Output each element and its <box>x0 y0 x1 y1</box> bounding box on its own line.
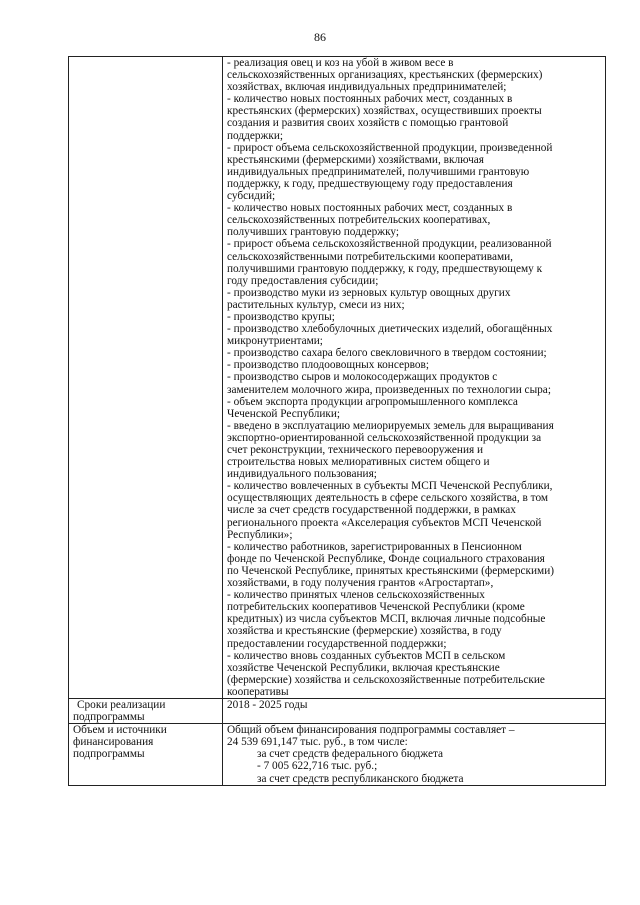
indicator-line: сельскохозяйственными потребительскими кооперативами, <box>227 250 513 263</box>
indicator-line: получивших грантовую поддержку; <box>227 226 400 239</box>
funding-label-line: подпрограммы <box>73 748 145 761</box>
indicator-line: Республики»; <box>227 528 293 541</box>
indicator-line: - производство сахара белого свекловичного в твердом состоянии; <box>227 347 547 360</box>
indicator-line: индивидуального пользования; <box>227 468 377 481</box>
indicator-line: году предоставления субсидии; <box>227 274 379 287</box>
indicators-label-cell <box>69 57 223 699</box>
indicator-line: фонде по Чеченской Республике, Фонде социального страхования <box>227 552 545 565</box>
indicators-cell <box>223 57 606 699</box>
indicator-line: - прирост объема сельскохозяйственной продукции, произведенной <box>227 141 553 154</box>
indicator-line: кредитных) из числа субъектов МСП, включая личные подсобные <box>227 613 546 626</box>
indicator-line: экспортно-ориентированной сельскохозяйственной продукции за <box>227 431 542 444</box>
indicator-line: создания и развития своих хозяйств с помощью грантовой <box>227 117 509 130</box>
indicator-line: поддержку, к году, предшествующему году предоставления <box>227 177 513 190</box>
indicator-line: поддержки; <box>227 129 284 142</box>
terms-value-cell <box>223 698 606 723</box>
indicator-line: сельскохозяйственных организациях, крестьянских (фермерских) <box>227 69 543 82</box>
funding-label-line: Объем и источники <box>73 724 167 737</box>
indicator-line: - производство сыров и молокосодержащих продуктов с <box>227 371 498 384</box>
indicator-line: индивидуальных предпринимателей, получившими грантовую <box>227 165 530 178</box>
indicator-line: предоставлении государственной поддержки; <box>227 637 447 650</box>
terms-row <box>69 698 606 723</box>
indicator-line: крестьянских (фермерских) хозяйствах, осуществивших проекты <box>227 105 542 118</box>
indicator-line: - производство крупы; <box>227 310 335 323</box>
funding-label-cell <box>69 724 223 785</box>
indicator-line: - производство плодоовощных консервов; <box>227 359 430 372</box>
funding-row <box>69 724 606 785</box>
indicator-line: - производство муки из зерновых культур овощных других <box>227 286 511 299</box>
indicator-line: счет реконструкции, технического перевооружения и <box>227 444 484 456</box>
funding-line: 24 539 691,147 тыс. руб., в том числе: <box>227 736 408 749</box>
indicator-line: - количество вовлеченных в субъекты МСП Чеченской Республики, <box>227 480 553 493</box>
indicator-line: осуществляющих деятельность в сфере сельского хозяйства, в том <box>227 492 549 505</box>
funding-label-line: финансирования <box>73 736 154 749</box>
indicator-line: - количество принятых членов сельскохозяйственных <box>227 589 485 602</box>
indicator-line: - производство хлебобулочных диетических изделий, обогащённых <box>227 323 553 336</box>
indicator-line: заменителем молочного жира, произведенных по технологии сыра; <box>227 383 551 396</box>
indicator-line: - реализация овец и коз на убой в живом весе в <box>227 57 454 69</box>
funding-line: Общий объем финансирования подпрограммы составляет – <box>227 724 515 737</box>
indicator-line: - количество вновь созданных субъектов МСП в сельском <box>227 649 506 662</box>
indicator-line: кооперативы <box>227 685 289 698</box>
indicator-line: - введено в эксплуатацию мелиорируемых земель для выращивания <box>227 419 554 432</box>
terms-label-cell <box>69 698 223 723</box>
subprogram-passport-table <box>68 56 606 786</box>
funding-value-cell <box>223 724 606 785</box>
indicator-line: хозяйствами, в году получения грантов «Агростартап», <box>227 577 494 590</box>
indicator-line: крестьянскими (фермерскими) хозяйствами, включая <box>227 153 484 166</box>
funding-line: за счет средств федерального бюджета <box>257 748 444 761</box>
indicator-line: - количество новых постоянных рабочих мест, созданных в <box>227 93 513 106</box>
indicators-row <box>69 57 606 699</box>
indicator-line: субсидий; <box>227 190 276 203</box>
indicator-line: - объем экспорта продукции агропромышленного комплекса <box>227 395 518 408</box>
indicator-line: строительства новых мелиоративных систем общего и <box>227 456 490 469</box>
terms-value: 2018 - 2025 годы <box>227 698 308 711</box>
indicator-line: хозяйства и крестьянские (фермерские) хозяйства, в году <box>227 625 502 638</box>
indicator-line: (фермерские) хозяйства и сельскохозяйственные потребительские <box>227 673 545 686</box>
indicator-line: по Чеченской Республике, принятых крестьянскими (фермерскими) <box>227 564 555 577</box>
funding-line: за счет средств республиканского бюджета <box>257 772 464 785</box>
indicator-line: потребительских кооперативов Чеченской Республики (кроме <box>227 601 525 614</box>
page-number: 86 <box>314 30 326 44</box>
indicator-line: - прирост объема сельскохозяйственной продукции, реализованной <box>227 238 552 251</box>
terms-label-line: Сроки реализации <box>77 698 166 711</box>
indicator-line: хозяйстве Чеченской Республики, включая крестьянские <box>227 661 500 674</box>
indicator-line: числе за счет средств государственной поддержки, в рамках <box>227 504 516 517</box>
indicator-line: - количество новых постоянных рабочих мест, созданных в <box>227 202 513 215</box>
indicator-line: сельскохозяйственных потребительских кооперативах, <box>227 214 491 227</box>
terms-label-line: подпрограммы <box>73 711 145 724</box>
indicator-line: растительных культур, смеси из них; <box>227 298 405 311</box>
indicator-line: регионального проекта «Акселерация субъектов МСП Чеченской <box>227 516 542 529</box>
indicator-line: хозяйствах, включая индивидуальных предпринимателей; <box>227 81 507 94</box>
indicator-line: получившими грантовую поддержку, к году, предшествующему к <box>227 262 543 275</box>
indicator-line: микронутриентами; <box>227 335 323 348</box>
indicator-line: - количество работников, зарегистрированных в Пенсионном <box>227 540 522 553</box>
funding-line: - 7 005 622,716 тыс. руб.; <box>257 760 378 773</box>
indicator-line: Чеченской Республики; <box>227 407 341 420</box>
